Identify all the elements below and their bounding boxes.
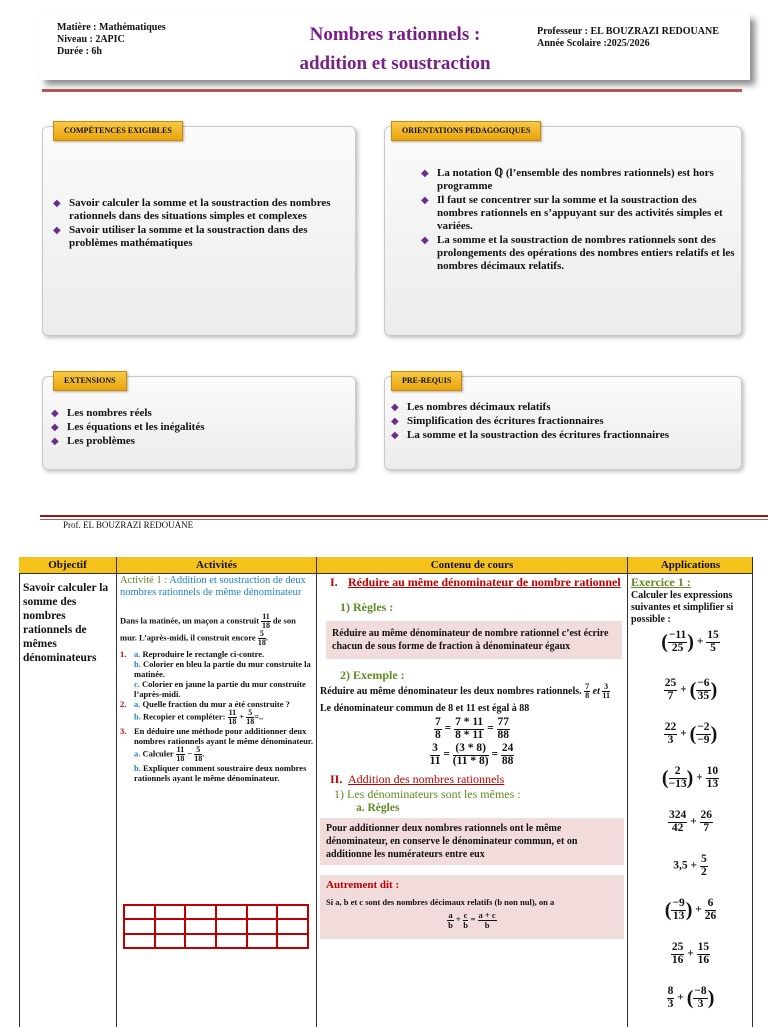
expression-item: $\frac{22}{3}$ + ( $\frac{-2}{-9}$ )	[664, 721, 718, 746]
list-item: ◆ La somme et la soustraction de nombres rationnels sont des prolongements des opérations des nombres entiers relatifs et les nombres décimaux relatifs.	[421, 234, 735, 272]
diamond-bullet-icon: ◆	[51, 436, 59, 447]
header-contenu: Contenu de cours	[317, 557, 627, 574]
tag-extensions: EXTENSIONS	[53, 371, 127, 391]
list-item: ◆ Les nombres décimaux relatifs	[391, 401, 551, 413]
equation-2: $\frac{3}{11}$ = $\frac{(3 * 8)}{(11 * 8)}$ = $\frac{24}{88}$	[429, 742, 514, 767]
wall-cell	[124, 934, 155, 948]
expression-item: $\frac{25}{16}$ + $\frac{15}{16}$	[671, 941, 710, 966]
header-applications: Applications	[628, 557, 753, 574]
list-item: ◆ La somme et la soustraction des écritures fractionnaires	[391, 429, 670, 441]
page-title: Nombres rationnels : addition et soustraction	[299, 24, 491, 74]
question-2: 2. a. Quelle fraction du mur a été construite ? b. Recopier et compléter: $\frac{11}{18}$ + $\frac{5}{18}$ =..	[120, 699, 290, 726]
section-1-title: I. Réduire au même dénominateur de nombre rationnel	[330, 575, 621, 589]
autrement-text: Si a, b et c sont des nombres décimaux relatifs (b non nul), on a	[326, 897, 555, 907]
wall-cell	[124, 905, 155, 919]
expression-item: ( $\frac{-11}{25}$ ) + $\frac{15}{5}$	[661, 629, 719, 654]
question-1: 1. a. Reproduire le rectangle ci-contre. b. Colorier en bleu la partie du mur construite la matinée. c. Colorier en jaune la partie du mur construite l’après-midi.	[120, 649, 311, 699]
wall-cell	[277, 934, 308, 948]
header-banner	[40, 14, 750, 80]
expression-item: $\frac{8}{3}$ + ( $\frac{-8}{3}$ )	[667, 985, 715, 1010]
regles-title: 1) Règles :	[340, 600, 394, 614]
diamond-bullet-icon: ◆	[53, 225, 61, 236]
exercise-text: Calculer les expressions suivantes et simplifier si possible :	[631, 590, 734, 625]
list-item: ◆ Il faut se concentrer sur la somme et la soustraction des nombres rationnels en s’appuyant sur des activités simples et variées.	[421, 194, 723, 232]
matiere: Matière : Mathématiques	[57, 22, 166, 33]
panel-competences	[42, 126, 356, 336]
header-meta-left	[57, 22, 166, 58]
tag-competences: COMPÉTENCES EXIGIBLES	[53, 121, 183, 141]
wall-cell	[247, 919, 278, 933]
expression-item: $\frac{324}{42}$ + $\frac{26}{7}$	[668, 809, 713, 834]
list-orientations	[421, 167, 735, 274]
wall-cell	[216, 919, 247, 933]
list-item: ◆ Savoir utiliser la somme et la soustraction dans des problèmes mathématiques	[53, 224, 308, 249]
list-competences	[53, 197, 351, 251]
panel-orientations	[384, 126, 742, 336]
tag-prerequis: PRE-REQUIS	[391, 371, 462, 391]
page-divider	[40, 515, 768, 517]
exercise-title: Exercice 1 :	[631, 575, 691, 589]
list-item: ◆ Les nombres réels	[51, 407, 152, 419]
list-prerequis	[391, 401, 737, 443]
list-item: ◆ Simplification des écritures fractionnaires	[391, 415, 604, 427]
denom-text: Le dénominateur commun de 8 et 11 est égal à 88	[320, 703, 530, 714]
section-2-title: II. Addition des nombres rationnels	[330, 772, 505, 786]
applications-block	[631, 575, 750, 1027]
diamond-bullet-icon: ◆	[391, 402, 399, 413]
expression-item: ( $\frac{2}{-13}$ ) + $\frac{10}{13}$	[661, 765, 719, 790]
wall-cell	[247, 934, 278, 948]
equation-1: $\frac{7}{8}$ = $\frac{7 * 11}{8 * 11}$ = $\frac{77}{88}$	[435, 716, 509, 741]
diamond-bullet-icon: ◆	[391, 430, 399, 441]
list-extensions	[51, 407, 349, 449]
header-activites: Activités	[117, 557, 316, 574]
objectif-text: Savoir calculer la somme des nombres rationnels de mêmes dénominateurs	[23, 582, 109, 664]
footer-prof: Prof. EL BOUZRAZI REDOUANE	[63, 520, 194, 530]
list-item: ◆ Savoir calculer la somme et la soustraction des nombres rationnels dans des situations simples et complexes	[53, 197, 331, 222]
header-objectif: Objectif	[19, 557, 116, 574]
cours-block	[320, 575, 624, 939]
annee-scolaire: Année Scolaire :2025/2026	[537, 38, 650, 49]
section-2-a: a. Règles	[356, 802, 400, 814]
header-meta-right	[537, 26, 719, 50]
panel-extensions	[42, 376, 356, 470]
wall-rectangle	[123, 904, 309, 949]
lesson-table	[19, 557, 753, 1027]
list-item: ◆ Les équations et les inégalités	[51, 421, 205, 433]
expression-item: 3,5 + $\frac{5}{2}$	[673, 853, 707, 878]
diamond-bullet-icon: ◆	[51, 422, 59, 433]
list-item: ◆ La notation ℚ (l’ensemble des nombres rationnels) est hors programme	[421, 167, 714, 192]
exemple-title: 2) Exemple :	[340, 668, 405, 682]
addition-formula: $\frac{a}{b}$ + $\frac{c}{b}$ = $\frac{a + c}{b}$	[448, 910, 496, 930]
wall-cell	[185, 934, 216, 948]
wall-cell	[185, 919, 216, 933]
wall-cell	[124, 919, 155, 933]
autrement-title: Autrement dit :	[326, 879, 400, 891]
tag-orientations: ORIENTATIONS PEDAGOGIQUES	[391, 121, 541, 141]
expression-item: $\frac{25}{7}$ + ( $\frac{-6}{35}$ )	[664, 677, 718, 702]
wall-cell	[216, 905, 247, 919]
expression-item: ( $\frac{-9}{13}$ ) + $\frac{6}{26}$	[664, 897, 717, 922]
diamond-bullet-icon: ◆	[421, 235, 429, 246]
diamond-bullet-icon: ◆	[421, 195, 429, 206]
exemple-text: Réduire au même dénominateur les deux nombres rationnels. $\frac{7}{8}$ et $\frac{3}{11}$	[320, 682, 610, 700]
diamond-bullet-icon: ◆	[53, 198, 61, 209]
wall-cell	[155, 934, 186, 948]
duree: Durée : 6h	[57, 46, 102, 57]
wall-cell	[155, 919, 186, 933]
wall-cell	[247, 905, 278, 919]
diamond-bullet-icon: ◆	[391, 416, 399, 427]
activite-intro: Dans la matinée, un maçon a construit $\frac{11}{18}$ de son mur. L’après-midi, il construit encore $\frac{5}{18}$ .	[120, 612, 296, 647]
wall-cell	[155, 905, 186, 919]
diamond-bullet-icon: ◆	[421, 168, 429, 179]
wall-cell	[277, 905, 308, 919]
regle-addition-box: Pour additionner deux nombres rationnels ont le même dénominateur, en conserve le dénominateur commun, et on additionne les numérateurs entre eux	[320, 818, 624, 865]
wall-cell	[216, 934, 247, 948]
header-divider	[42, 89, 742, 92]
wall-cell	[185, 905, 216, 919]
regles-box: Réduire au même dénominateur de nombre rationnel c’est écrire chacun de sous forme de fraction à dénominateur égaux	[326, 621, 622, 659]
activite-block	[120, 575, 313, 783]
expression-list	[631, 628, 750, 1027]
diamond-bullet-icon: ◆	[51, 408, 59, 419]
wall-cell	[277, 919, 308, 933]
section-2-sub: 1) Les dénominateurs sont les mêmes :	[334, 787, 521, 801]
activite-title: Activité 1 : Addition et soustraction de deux nombres rationnels de même dénominateur	[120, 575, 306, 598]
panel-prerequis	[384, 376, 742, 470]
list-item: ◆ Les problèmes	[51, 435, 135, 447]
autrement-box	[320, 875, 624, 939]
question-3: 3. En déduire une méthode pour additionner deux nombres rationnels ayant le même dénominateur. a. Calculer $\frac{11}{18}$ − $\frac{5}{18}$ . b. Expliquer comment soustraire deux nombres rationnels ayant le même dénominateur.	[120, 726, 313, 783]
niveau: Niveau : 2APIC	[57, 34, 125, 45]
professeur: Professeur : EL BOUZRAZI REDOUANE	[537, 26, 719, 37]
